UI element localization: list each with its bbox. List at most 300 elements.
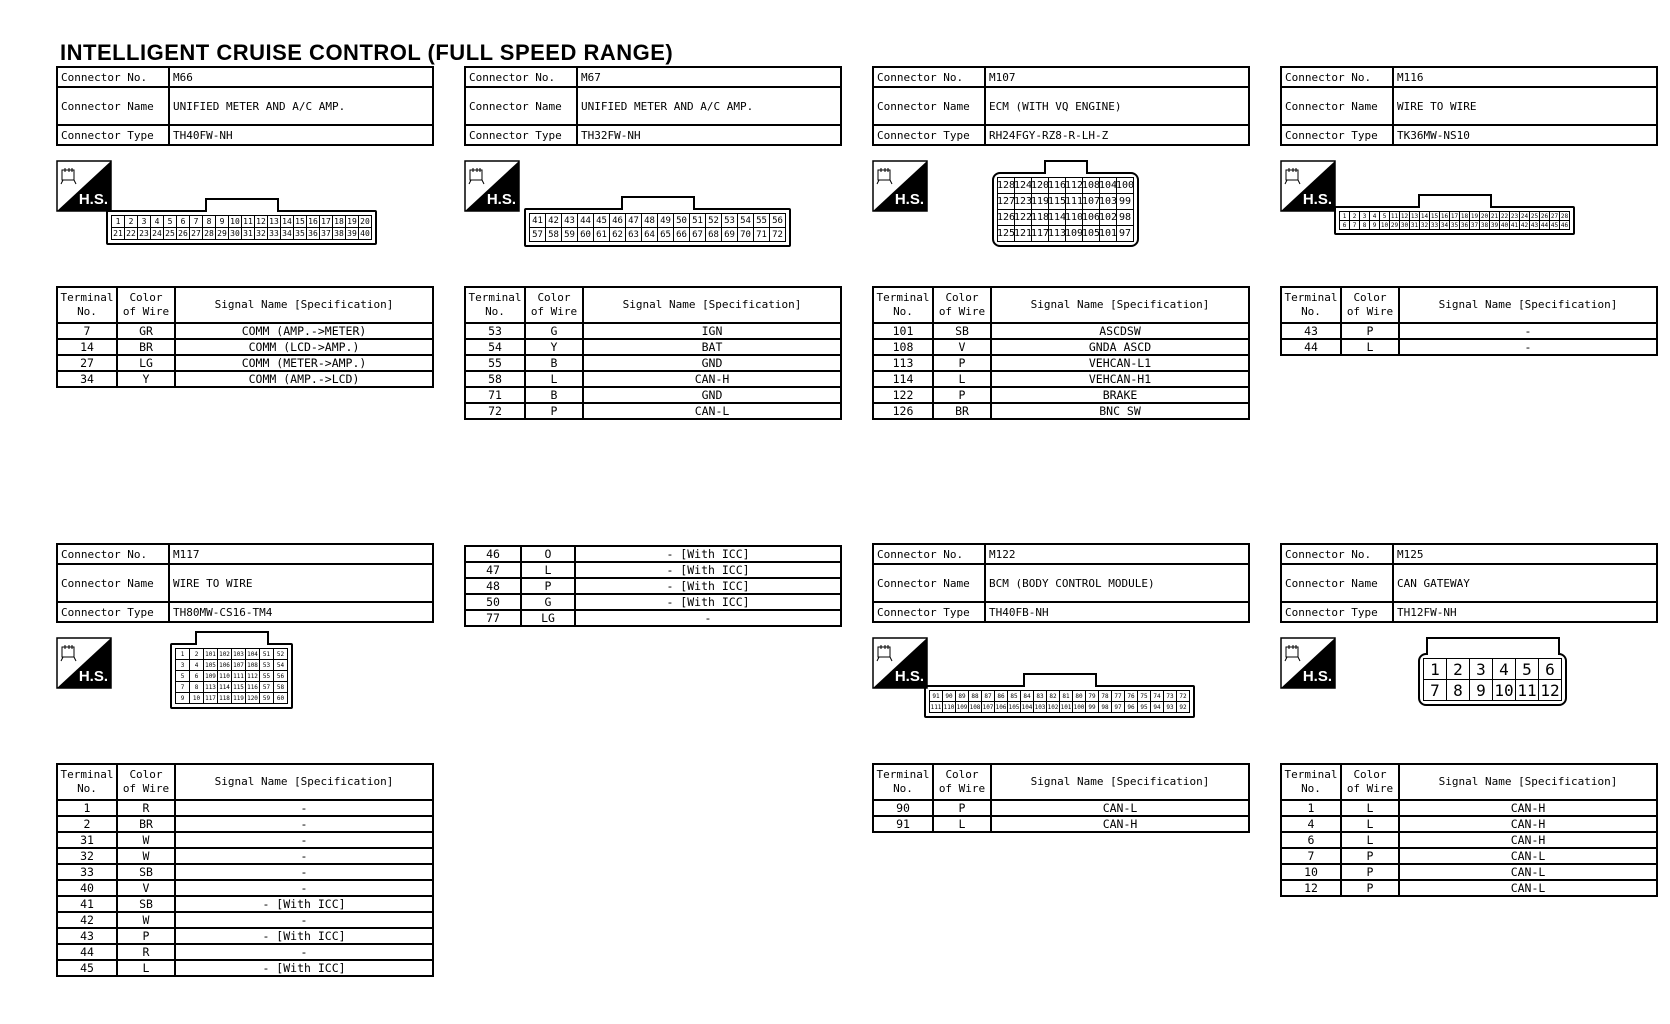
pin: 6 [189,670,204,682]
pin: 38 [332,227,346,240]
signal-name: COMM (METER->AMP.) [175,355,433,371]
header-terminal-label: Terminal [1284,291,1338,304]
terminal-no: 91 [873,816,933,832]
signal-name: - [175,816,433,832]
connector-latch [195,631,269,645]
terminal-no: 122 [873,387,933,403]
pin: 31 [241,227,255,240]
connector-header [56,543,434,623]
pin: 109 [1065,225,1083,242]
table-row [1281,880,1657,896]
pin: 9 [1469,679,1493,701]
terminal-no: 54 [465,339,525,355]
connector-face [1418,653,1567,706]
connector-header [872,543,1250,623]
header-terminal-no-label: No. [77,305,97,318]
header-color-label: Color [1353,291,1387,304]
pin: 58 [273,681,288,693]
pin: 23 [1510,212,1519,220]
pin: 92 [1176,701,1190,713]
header-terminal-label: Terminal [60,291,114,304]
pin: 100 [1116,177,1134,194]
connector-no: M125 [1393,544,1657,564]
table-row [1281,864,1657,880]
label-connector-type: Connector Type [57,602,169,622]
table-row [465,339,841,355]
table-row [57,944,433,960]
connector-no: M107 [985,67,1249,87]
label-connector-no: Connector No. [873,67,985,87]
connector-diagram [1280,146,1658,286]
pin: 43 [561,213,578,228]
terminal-no: 58 [465,371,525,387]
table-row [873,387,1249,403]
header-signal-name: Signal Name [Specification] [175,287,433,323]
pin: 34 [280,227,294,240]
pin: 67 [689,227,706,242]
pin: 72 [769,227,786,242]
pin: 101 [1059,701,1073,713]
pin: 31 [1410,221,1419,229]
header-signal-name: Signal Name [Specification] [991,287,1249,323]
pin: 4 [1369,211,1380,221]
hs-label: H.S. [486,191,516,208]
pin: 22 [1500,212,1509,220]
label-connector-no: Connector No. [1281,544,1393,564]
wire-color: P [521,578,575,594]
terminal-no: 12 [1281,880,1341,896]
pin: 40 [358,227,372,240]
pin: 49 [657,213,674,228]
pin: 40 [1500,221,1509,229]
terminal-no: 46 [465,546,521,562]
connector-diagram [56,146,434,286]
pin: 126 [997,209,1015,226]
pin: 53 [721,213,738,228]
header-terminal-no [465,287,525,323]
connector-block-m122 [872,543,1250,833]
pin: 115 [231,681,246,693]
table-row [57,800,433,816]
connector-no: M116 [1393,67,1657,87]
pin: 101 [1099,225,1117,242]
pin: 12 [1400,212,1409,220]
pin: 41 [1510,221,1519,229]
pin: 104 [245,648,260,660]
hs-view-icon [464,160,520,212]
pin: 11 [1515,679,1539,701]
pin: 102 [217,648,232,660]
pin: 3 [1359,211,1370,221]
pin: 32 [254,227,268,240]
wire-color: BR [117,816,175,832]
header-terminal-no [1281,287,1341,323]
table-row [57,912,433,928]
wire-color: O [521,546,575,562]
table-row [1281,816,1657,832]
pin: 39 [1490,221,1499,229]
table-row [57,960,433,976]
pin: 35 [293,227,307,240]
label-connector-no: Connector No. [873,544,985,564]
connector-name: UNIFIED METER AND A/C AMP. [169,87,433,125]
signal-name: GND [583,387,841,403]
pin: 116 [1048,177,1066,194]
pin: 37 [319,227,333,240]
header-color-of-wire [525,287,583,323]
pin: 36 [306,227,320,240]
pin: 35 [1450,221,1459,229]
pin: 107 [981,701,995,713]
pin: 98 [1116,209,1134,226]
terminal-no: 27 [57,355,117,371]
continued-table [464,545,842,627]
pin: 124 [1014,177,1032,194]
connector-no: M66 [169,67,433,87]
pin: 30 [1400,221,1409,229]
connector-header [1280,66,1658,146]
pin: 80 [1072,690,1086,702]
pin: 41 [529,213,546,228]
header-color-label: Color [537,291,571,304]
terminal-no: 71 [465,387,525,403]
pin: 24 [150,227,164,240]
connector-block-m67 [464,66,842,420]
header-terminal-label: Terminal [468,291,522,304]
terminal-table [872,763,1250,833]
hs-view-icon [56,637,112,689]
pin: 15 [1430,212,1439,220]
pin: 9 [1369,220,1380,230]
pin: 83 [1033,690,1047,702]
connector-name: BCM (BODY CONTROL MODULE) [985,564,1249,602]
pin: 77 [1111,690,1125,702]
pin: 84 [1020,690,1034,702]
pin: 13 [1410,212,1419,220]
pin: 20 [358,215,372,228]
connector-latch [621,196,695,210]
connector-face [106,210,377,245]
pin: 5 [1379,211,1390,221]
wire-color: V [933,339,991,355]
pin: 51 [689,213,706,228]
label-connector-type: Connector Type [57,125,169,145]
pin: 54 [273,659,288,671]
signal-name: ASCDSW [991,323,1249,339]
header-color-of-wire [1341,287,1399,323]
label-connector-name: Connector Name [1281,87,1393,125]
pin: 12 [1538,679,1562,701]
pin: 93 [1163,701,1177,713]
connector-type: TH32FW-NH [577,125,841,145]
pin: 101 [203,648,218,660]
label-connector-name: Connector Name [873,564,985,602]
pin: 66 [673,227,690,242]
terminal-no: 1 [57,800,117,816]
connector-type: RH24FGY-RZ8-R-LH-Z [985,125,1249,145]
wire-color: BR [933,403,991,419]
pin: 11 [1390,212,1399,220]
connector-block-m116 [1280,66,1658,356]
signal-name: VEHCAN-H1 [991,371,1249,387]
pin: 3 [137,215,151,228]
pin: 125 [997,225,1015,242]
pin: 107 [231,659,246,671]
table-row [873,355,1249,371]
page-title: INTELLIGENT CRUISE CONTROL (FULL SPEED RANGE) [60,40,674,65]
hs-label: H.S. [78,191,108,208]
wire-color: L [933,816,991,832]
pin: 21 [1490,212,1499,220]
pin: 6 [1538,658,1562,680]
hs-label: H.S. [1302,191,1332,208]
label-connector-name: Connector Name [1281,564,1393,602]
signal-name: CAN-H [1399,816,1657,832]
header-terminal-no [873,764,933,800]
table-row [465,323,841,339]
table-row [1281,848,1657,864]
table-row [873,816,1249,832]
label-connector-type: Connector Type [873,602,985,622]
header-signal-name: Signal Name [Specification] [175,764,433,800]
signal-name: COMM (AMP.->LCD) [175,371,433,387]
pin: 10 [228,215,242,228]
terminal-no: 126 [873,403,933,419]
pin: 123 [1014,193,1032,210]
terminal-table [56,763,434,977]
header-signal-name: Signal Name [Specification] [991,764,1249,800]
pin: 3 [1469,658,1493,680]
pin: 106 [1082,209,1100,226]
pin: 105 [203,659,218,671]
pin: 37 [1470,221,1479,229]
header-of-wire-label: of Wire [938,305,986,318]
pin: 120 [1031,177,1049,194]
pin: 116 [245,681,260,693]
signal-name: - [With ICC] [175,928,433,944]
wire-color: P [933,387,991,403]
pin: 5 [163,215,177,228]
header-terminal-no [57,287,117,323]
pin: 112 [1065,177,1083,194]
pin: 23 [137,227,151,240]
pin: 15 [293,215,307,228]
pin: 45 [593,213,610,228]
pin: 96 [1124,701,1138,713]
terminal-no: 101 [873,323,933,339]
wire-color: P [1341,880,1399,896]
pin: 63 [625,227,642,242]
pin: 95 [1137,701,1151,713]
header-terminal-no-label: No. [1301,305,1321,318]
wire-color: L [117,960,175,976]
table-row [1281,323,1657,339]
connector-type: TK36MW-NS10 [1393,125,1657,145]
connector-face [924,685,1195,718]
signal-name: CAN-L [991,800,1249,816]
signal-name: - [175,864,433,880]
terminal-no: 10 [1281,864,1341,880]
header-terminal-no-label: No. [893,305,913,318]
terminal-no: 33 [57,864,117,880]
wire-color: L [521,562,575,578]
signal-name: - [With ICC] [575,578,841,594]
signal-name: - [With ICC] [575,562,841,578]
pin: 78 [1098,690,1112,702]
pin: 44 [1540,221,1549,229]
pin: 18 [332,215,346,228]
header-of-wire-label: of Wire [530,305,578,318]
connector-face [524,208,791,247]
terminal-no: 7 [1281,848,1341,864]
pin: 48 [641,213,658,228]
pin: 115 [1048,193,1066,210]
connector-face [992,172,1139,247]
pin: 104 [1020,701,1034,713]
pin: 54 [737,213,754,228]
signal-name: COMM (LCD->AMP.) [175,339,433,355]
wire-color: P [1341,848,1399,864]
terminal-table [1280,286,1658,356]
wire-color: SB [117,896,175,912]
pin: 8 [1359,220,1370,230]
pin: 120 [245,692,260,704]
pin: 7 [1423,679,1447,701]
table-row [1281,339,1657,355]
signal-name: - [With ICC] [575,594,841,610]
table-row [873,371,1249,387]
connector-header [56,66,434,146]
header-color-of-wire [117,287,175,323]
signal-name: - [175,848,433,864]
pin: 82 [1046,690,1060,702]
connector-name: UNIFIED METER AND A/C AMP. [577,87,841,125]
table-row [465,594,841,610]
wire-color: Y [117,371,175,387]
wire-color: P [1341,864,1399,880]
signal-name: GND [583,355,841,371]
table-row [57,816,433,832]
connector-diagram [1280,623,1658,763]
terminal-no: 1 [1281,800,1341,816]
pin: 102 [1046,701,1060,713]
pin: 109 [203,670,218,682]
table-row [57,864,433,880]
table-row [465,578,841,594]
connector-type: TH12FW-NH [1393,602,1657,622]
signal-name: - [175,880,433,896]
connector-latch [1426,637,1560,655]
header-terminal-no [873,287,933,323]
terminal-no: 32 [57,848,117,864]
connector-diagram [872,146,1250,286]
header-terminal-no-label: No. [1301,782,1321,795]
signal-name: VEHCAN-L1 [991,355,1249,371]
hs-view-icon [1280,160,1336,212]
pin: 111 [231,670,246,682]
wire-color: P [525,403,583,419]
pin: 57 [259,681,274,693]
pin: 10 [189,692,204,704]
table-row [465,546,841,562]
pin: 97 [1111,701,1125,713]
pin: 2 [1349,211,1360,221]
wire-color: W [117,848,175,864]
pin: 102 [1099,209,1117,226]
header-terminal-label: Terminal [1284,768,1338,781]
pin: 4 [150,215,164,228]
pin: 127 [997,193,1015,210]
signal-name: CAN-H [1399,800,1657,816]
connector-header [464,66,842,146]
terminal-no: 114 [873,371,933,387]
header-terminal-label: Terminal [60,768,114,781]
pin: 21 [111,227,125,240]
pin: 19 [345,215,359,228]
pin: 103 [1099,193,1117,210]
connector-block-m117 [56,543,434,977]
pin: 27 [1550,212,1559,220]
signal-name: CAN-L [1399,880,1657,896]
connector-diagram [56,623,434,763]
terminal-no: 41 [57,896,117,912]
wire-color: L [525,371,583,387]
terminal-no: 4 [1281,816,1341,832]
pin: 68 [705,227,722,242]
pin: 56 [273,670,288,682]
header-terminal-label: Terminal [876,768,930,781]
pin: 113 [1048,225,1066,242]
pin: 53 [259,659,274,671]
pin: 42 [545,213,562,228]
pin: 17 [1450,212,1459,220]
pin: 55 [753,213,770,228]
terminal-no: 77 [465,610,521,626]
pin: 103 [1033,701,1047,713]
label-connector-type: Connector Type [465,125,577,145]
header-of-wire-label: of Wire [122,782,170,795]
signal-name: COMM (AMP.->METER) [175,323,433,339]
pin: 9 [215,215,229,228]
pin: 100 [1072,701,1086,713]
pin: 36 [1460,221,1469,229]
pin: 108 [245,659,260,671]
table-row [57,339,433,355]
connector-diagram [464,146,842,286]
pin: 111 [929,701,943,713]
signal-name: - [175,800,433,816]
wire-color: P [1341,323,1399,339]
pin: 12 [254,215,268,228]
signal-name: - [With ICC] [175,960,433,976]
pin: 128 [997,177,1015,194]
pin: 5 [1515,658,1539,680]
pin: 25 [163,227,177,240]
table-row [465,610,841,626]
pin: 91 [929,690,943,702]
header-terminal-no [1281,764,1341,800]
wire-color: SB [117,864,175,880]
pin: 117 [203,692,218,704]
pin: 16 [1440,212,1449,220]
pin: 94 [1150,701,1164,713]
table-row [465,562,841,578]
pin: 8 [1446,679,1470,701]
pin: 98 [1098,701,1112,713]
pin: 58 [545,227,562,242]
connector-block-m107 [872,66,1250,420]
pin: 33 [267,227,281,240]
